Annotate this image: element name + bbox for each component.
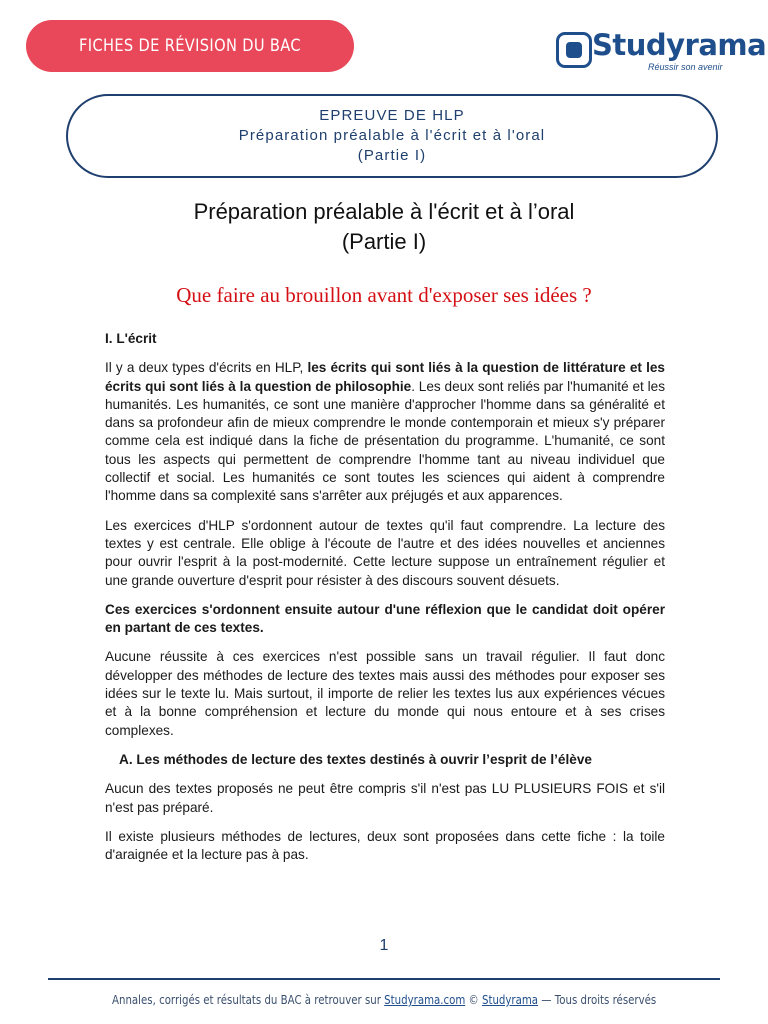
subsection-heading: A. Les méthodes de lecture des textes destinés à ouvrir l’esprit de l’élève: [119, 751, 592, 767]
paragraph-6: Il existe plusieurs méthodes de lectures, deux sont proposées dans cette fiche : la toile d'araignée et la lecture pas à pas.: [105, 828, 665, 863]
footer: [0, 993, 768, 1007]
footer-link-studyrama-com[interactable]: Studyrama.com: [384, 993, 466, 1007]
paragraph-2: Les exercices d'HLP s'ordonnent autour de textes qu'il faut comprendre. La lecture des textes y est centrale. Elle oblige à l'écoute de l'autre et des idées nouvelles et anciennes pour ouvrir l'esprit à la post-modernité. Cette lecture suppose un entraînement régulier et une grande ouverture d'esprit pour résister à des discours souvent désuets.: [105, 517, 665, 588]
footer-text-start: Annales, corrigés et résultats du BAC à retrouver sur: [111, 993, 385, 1007]
paragraph-5: Aucun des textes proposés ne peut être compris s'il n'est pas LU PLUSIEURS FOIS et s'il n'est pas préparé.: [105, 781, 665, 815]
exam-title-line1: EPREUVE DE HLP: [319, 107, 465, 124]
paragraph-1-end: . Les deux sont reliés par l'humanité et les humanités. Les humanités, ce sont une manière d'approcher l'homme dans sa généralité et dans sa profondeur afin de mieux comprendre le monde contemporain et mieux s'y préparer comme cela est indiqué dans la fiche de présentation du programme. L'humanité, ce sont tous les aspects qui permettent de comprendre l'homme tant au niveau individuel que collectif et social. Les humanités ce sont toutes les sciences qui aident à comprendre l'homme dans sa complexité sans s'arrêter aux préjugés et aux apparences.: [105, 378, 665, 504]
document-body: [105, 330, 665, 875]
bac-revision-banner: [26, 20, 354, 72]
footer-text-end: — Tous droits réservés: [537, 993, 657, 1007]
paragraph-4: Aucune réussite à ces exercices n'est possible sans un travail régulier. Il faut donc développer des méthodes de lecture des textes mais aussi des méthodes pour exposer ses idées sur le texte lu. Mais surtout, il importe de relier les textes lus aux expériences vécues et à la bonne compréhension et lecture du monde qui nous entoure et à ses crises complexes.: [105, 649, 665, 738]
page-subtitle: Que faire au brouillon avant d'exposer ses idées ?: [176, 283, 592, 307]
exam-title-box: [66, 94, 718, 178]
paragraph-1-bold: les écrits qui sont liés à la question de littérature et les écrits qui sont liés à la question de philosophie: [105, 360, 665, 394]
page-number: 1: [379, 937, 389, 954]
section-heading: I. L'écrit: [105, 331, 157, 346]
exam-title-line3: (Partie I): [357, 147, 427, 164]
page-title: [0, 197, 768, 257]
studyrama-logo: [556, 28, 767, 76]
footer-text-mid: ©: [465, 993, 482, 1007]
paragraph-1: [105, 359, 665, 505]
page-title-line2: (Partie I): [341, 229, 427, 254]
logo-wordmark: [558, 28, 766, 62]
banner-label: FICHES DE RÉVISION DU BAC: [79, 36, 301, 56]
paragraph-1-start: Il y a deux types d'écrits en HLP,: [105, 360, 308, 376]
page-title-line1: Préparation préalable à l'écrit et à l’oral: [193, 199, 575, 224]
logo-tagline: Réussir son avenir: [648, 62, 723, 72]
exam-title-line2: Préparation préalable à l'écrit et à l'oral: [238, 127, 546, 144]
footer-divider: [48, 978, 720, 980]
logo-name: Studyrama: [592, 28, 767, 62]
paragraph-3: Ces exercices s'ordonnent ensuite autour d'une réflexion que le candidat doit opérer en partant de ces textes.: [105, 601, 665, 636]
footer-link-studyrama[interactable]: Studyrama: [481, 993, 538, 1007]
